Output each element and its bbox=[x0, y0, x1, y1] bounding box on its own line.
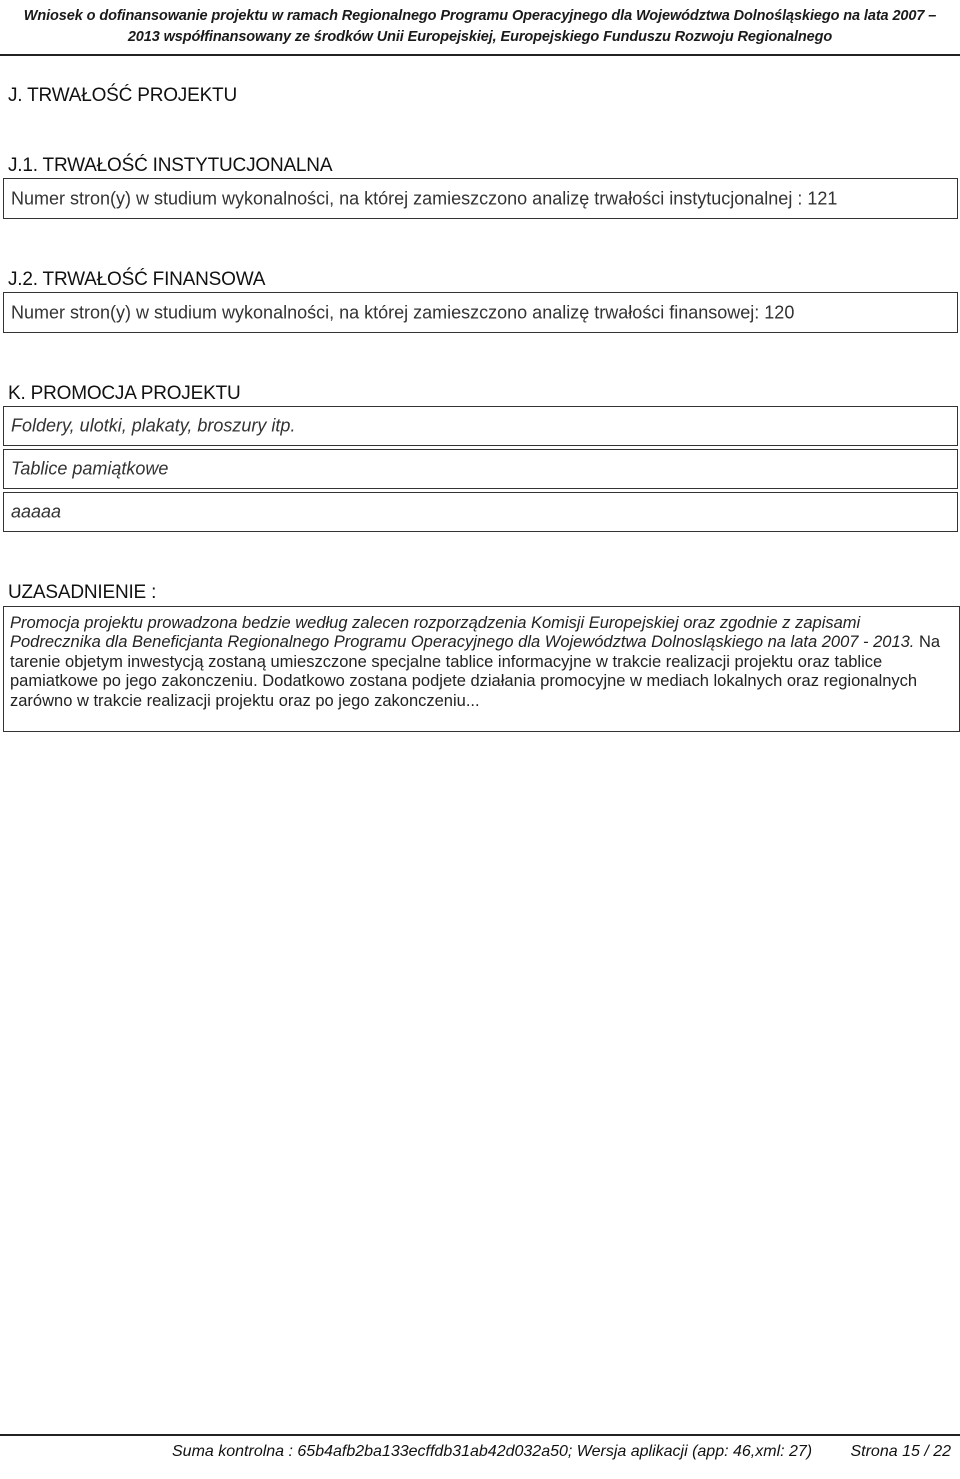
justification-box bbox=[3, 606, 960, 732]
promo-item-2 bbox=[3, 449, 958, 489]
promo-item-1 bbox=[3, 406, 958, 446]
justification-upright: Na tarenie objetym inwestycją zostaną umieszczone specjalne tablice informacyjne w trakcie realizacji projektu oraz tablice pamiatkowe po jego zakonczeniu. Dodatkowo zostana podjete działania promocyjne w mediach lokalnych oraz regionalnych zarówno w trakcie realizacji projektu oraz po jego zakonczeniu... bbox=[10, 633, 941, 710]
section-j-title: J. TRWAŁOŚĆ PROJEKTU bbox=[8, 85, 237, 106]
justification-text bbox=[10, 614, 953, 711]
justification-italic: Promocja projektu prowadzona bedzie według zalecen rozporządzenia Komisji Europejskiej oraz zgodnie z zapisami Podrecznika dla Beneficjanta Regionalnego Programu Operacyjnego dla Województwa Dolnosląskiego na lata 2007 - 2013. bbox=[10, 614, 915, 652]
document-header bbox=[0, 0, 960, 56]
promo-item-1-label: Foldery, ulotki, plakaty, broszury itp. bbox=[11, 415, 296, 436]
section-k-title: K. PROMOCJA PROJEKTU bbox=[8, 383, 241, 404]
section-j2-title: J.2. TRWAŁOŚĆ FINANSOWA bbox=[8, 269, 266, 290]
footer-divider bbox=[0, 1434, 960, 1436]
promo-item-3-label: aaaaa bbox=[11, 501, 62, 522]
footer-page-number: Strona 15 / 22 bbox=[850, 1443, 951, 1460]
header-line-1: Wniosek o dofinansowanie projektu w ramach Regionalnego Programu Operacyjnego dla Województwa Dolnośląskiego na lata 2007 – bbox=[23, 8, 937, 24]
section-j1-title: J.1. TRWAŁOŚĆ INSTYTUCJONALNA bbox=[8, 155, 333, 176]
promo-item-2-label: Tablice pamiątkowe bbox=[11, 458, 169, 479]
justification-title: UZASADNIENIE : bbox=[8, 582, 157, 603]
footer-checksum: Suma kontrolna : 65b4afb2ba133ecffdb31ab42d032a50; Wersja aplikacji (app: 46,xml: 27) bbox=[172, 1443, 813, 1460]
j2-field-value: Numer stron(y) w studium wykonalności, na której zamieszczono analizę trwałości finansowej: 120 bbox=[11, 302, 795, 322]
header-line-2: 2013 współfinansowany ze środków Unii Europejskiej, Europejskiego Funduszu Rozwoju Regionalnego bbox=[127, 29, 833, 45]
promo-item-3 bbox=[3, 492, 958, 532]
j2-field bbox=[3, 292, 958, 333]
j1-field-value: Numer stron(y) w studium wykonalności, na której zamieszczono analizę trwałości instytucjonalnej : 121 bbox=[11, 188, 838, 208]
j1-field bbox=[3, 178, 958, 219]
